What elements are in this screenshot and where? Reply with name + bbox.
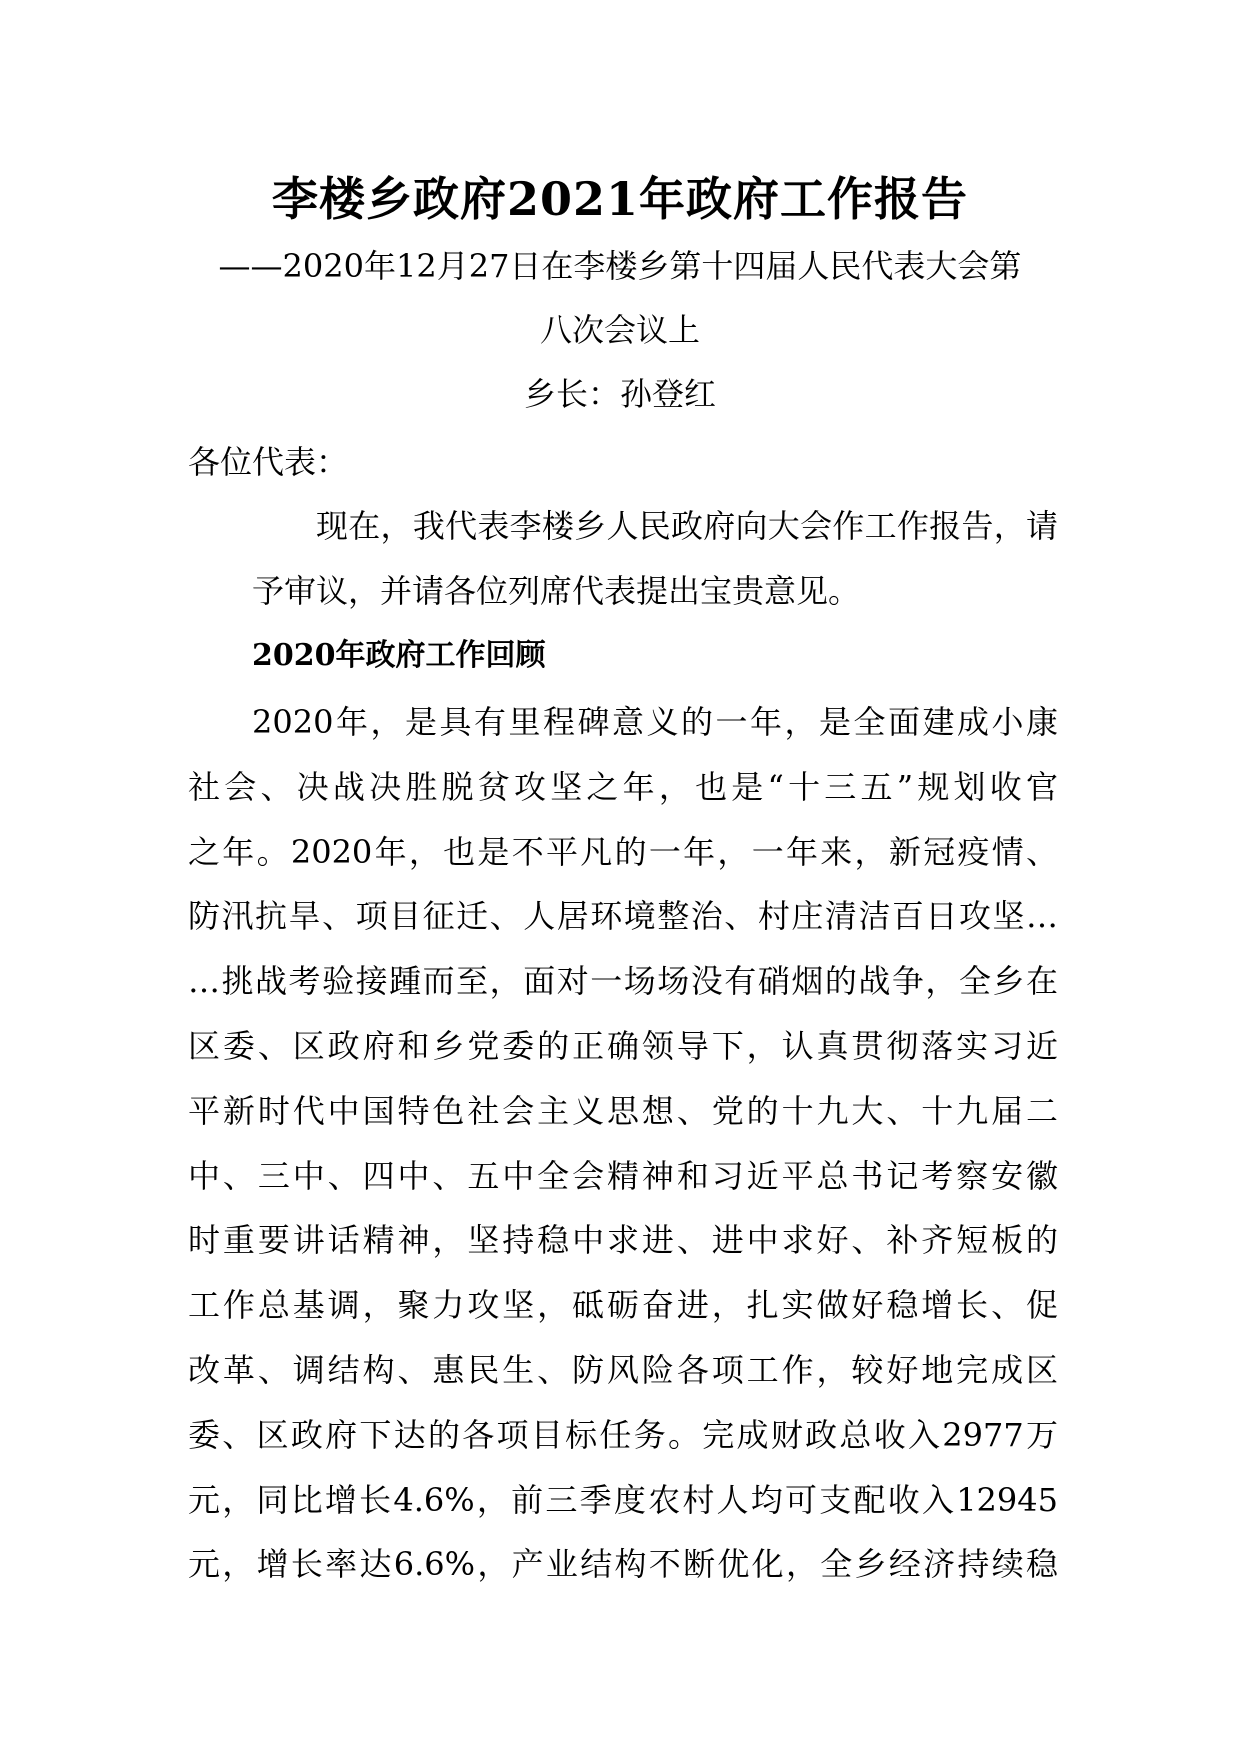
document-title: 李楼乡政府2021年政府工作报告 — [271, 172, 969, 226]
subtitle-line: 八次会议上 — [539, 311, 700, 349]
paragraph-line: 元，同比增长4.6%，前三季度农村人均可支配收入12945 — [188, 1480, 1058, 1519]
paragraph-line: 中、三中、四中、五中全会精神和习近平总书记考察安徽 — [188, 1156, 1058, 1195]
salutation: 各位代表： — [188, 443, 349, 481]
section-heading: 2020年政府工作回顾 — [252, 638, 546, 673]
paragraph-line: …挑战考验接踵而至，面对一场场没有硝烟的战争，全乡在 — [188, 962, 1058, 1001]
subtitle-line: ——2020年12月27日在李楼乡第十四届人民代表大会第 — [218, 247, 1022, 285]
paragraph-line: 之年。2020年，也是不平凡的一年，一年来，新冠疫情、 — [188, 832, 1058, 871]
review-paragraph — [188, 690, 1058, 1597]
paragraph-line: 改革、调结构、惠民生、防风险各项工作，较好地完成区 — [188, 1350, 1058, 1389]
paragraph-line: 2020年，是具有里程碑意义的一年，是全面建成小康 — [252, 703, 1058, 741]
paragraph-line: 社会、决战决胜脱贫攻坚之年，也是“十三五”规划收官 — [188, 767, 1058, 806]
paragraph-line: 平新时代中国特色社会主义思想、党的十九大、十九届二 — [188, 1091, 1058, 1130]
paragraph-line: 工作总基调，聚力攻坚，砥砺奋进，扎实做好稳增长、促 — [188, 1286, 1058, 1325]
document-subtitle — [150, 234, 1090, 362]
paragraph-line: 现在，我代表李楼乡人民政府向大会作工作报告，请 — [316, 507, 1058, 545]
opening-paragraph — [188, 494, 1058, 624]
paragraph-line: 予审议，并请各位列席代表提出宝贵意见。 — [252, 571, 861, 610]
author-line: 乡长：孙登红 — [523, 375, 716, 413]
paragraph-line: 时重要讲话精神，坚持稳中求进、进中求好、补齐短板的 — [188, 1221, 1058, 1260]
paragraph-line: 元，增长率达6.6%，产业结构不断优化，全乡经济持续稳 — [188, 1545, 1058, 1584]
paragraph-line: 防汛抗旱、项目征迁、人居环境整治、村庄清洁百日攻坚… — [188, 897, 1058, 936]
paragraph-line: 委、区政府下达的各项目标任务。完成财政总收入2977万 — [188, 1415, 1058, 1454]
paragraph-line: 区委、区政府和乡党委的正确领导下，认真贯彻落实习近 — [188, 1026, 1058, 1065]
